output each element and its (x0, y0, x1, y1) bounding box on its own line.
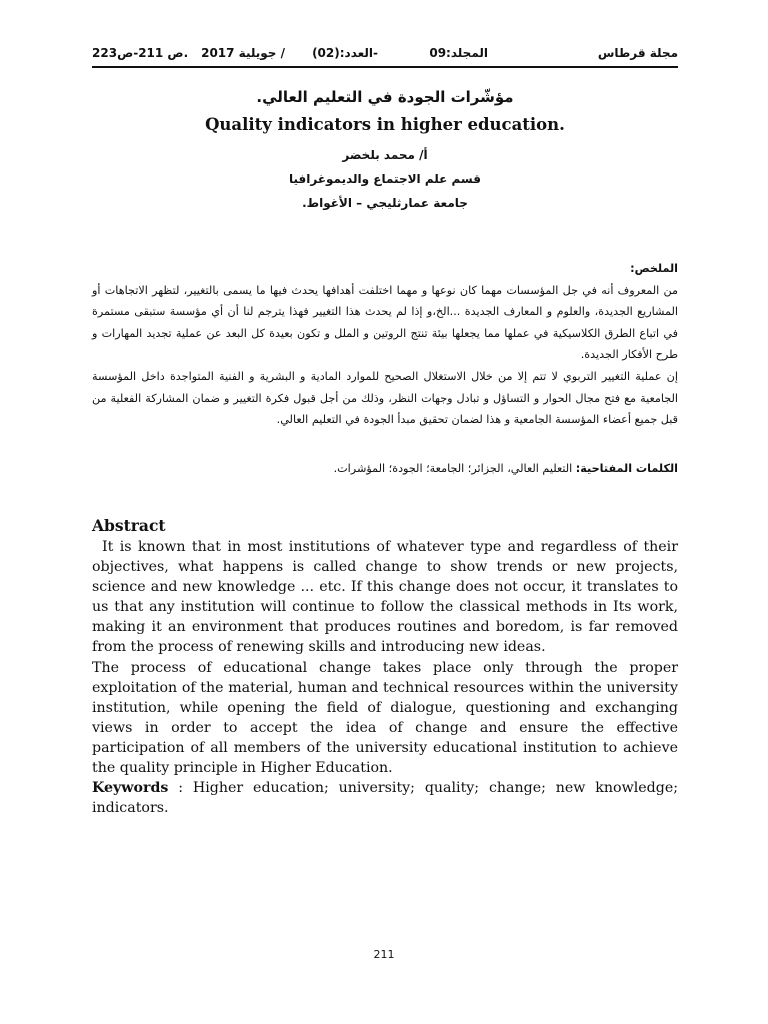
running-header (92, 46, 678, 66)
keywords-english-label: Keywords (92, 780, 169, 797)
keywords-arabic-label: الكلمات المفتاحية: (575, 462, 678, 475)
author-university: جامعة عمارثليجي – الأغواط. (302, 196, 468, 210)
title-arabic: مؤشّرات الجودة في التعليم العالي. (256, 88, 514, 106)
journal-name: مجلة قرطاس (597, 46, 678, 60)
abstract-english-paragraph: The process of educational change takes place only through the proper exploitation of the material, human and technical resources within the university institution, while opening the field of dialogue, questioning and exchanging views in order to accept the idea of change and ensure the effective participation of all members of the university educational institution to achieve the quality principle in Higher Education. (92, 659, 678, 777)
header-rule (92, 66, 678, 68)
abstract-english-heading: Abstract (92, 516, 166, 535)
abstract-arabic (92, 258, 678, 431)
journal-volume: المجلد:09 (429, 46, 488, 60)
abstract-english (92, 537, 678, 818)
keywords-arabic-list: التعليم العالي، الجزائر؛ الجامعة؛ الجودة؛ المؤشرات. (333, 462, 576, 475)
author-name: أ/ محمد بلخضر (342, 148, 428, 162)
abstract-arabic-paragraph: من المعروف أنه في جل المؤسسات مهما كان نوعها و مهما اختلفت أهدافها يحدث فيها ما يسمى بالتغيير، لتظهر الاتجاهات أو المشاريع الجديدة، والعلوم و المعارف الجديدة ...الخ،و إذا لم يحدث هذا التغيير فهذا يترجم لنا أن أي مؤسسة ستبقى مستمرة في اتباع الطرق الكلاسيكية في عملها مما يجعلها بيئة تنتج الروتين و الملل و تكون بعيدة كل البعد عن عملية تجديد المهارات و طرح الأفكار الجديدة. (92, 283, 678, 362)
abstract-arabic-heading: الملخص: (630, 262, 678, 275)
keywords-arabic (92, 462, 678, 475)
keywords-english-list: : Higher education; university; quality; change; new knowledge; indicators. (92, 780, 678, 817)
abstract-english-paragraph: It is known that in most institutions of whatever type and regardless of their objectives, what happens is called change to show trends or new projects, science and new knowledge ... etc. If this change does not occur, it translates to us that any institution will continue to follow the classical methods in Its work, making it an environment that produces routines and boredom, is far removed from the process of renewing skills and introducing new ideas. (92, 539, 678, 656)
journal-issue: العدد:(02)- (312, 46, 378, 60)
author-department: قسم علم الاجتماع والديموغرافيا (289, 172, 481, 186)
abstract-arabic-paragraph: إن عملية التغيير التربوي لا تتم إلا من خلال الاستغلال الصحيح للموارد المادية و البشرية و الفنية المتواجدة داخل المؤسسة الجامعية مع فتح مجال الحوار و التساؤل و تبادل وجهات النظر، وذلك من أجل قبول فكرة التغيير و ضمان المشاركة الفعلية من قبل جميع أعضاء المؤسسة الجامعية و هذا لضمان تحقيق مبدأ الجودة في التعليم العالي. (92, 369, 678, 427)
title-english: Quality indicators in higher education. (205, 115, 565, 134)
publication-date: جويلية 2017 / (201, 46, 285, 60)
keywords-english (92, 778, 678, 818)
page-number: 211 (373, 948, 395, 961)
page-range: ص 211-ص223. (92, 46, 189, 60)
